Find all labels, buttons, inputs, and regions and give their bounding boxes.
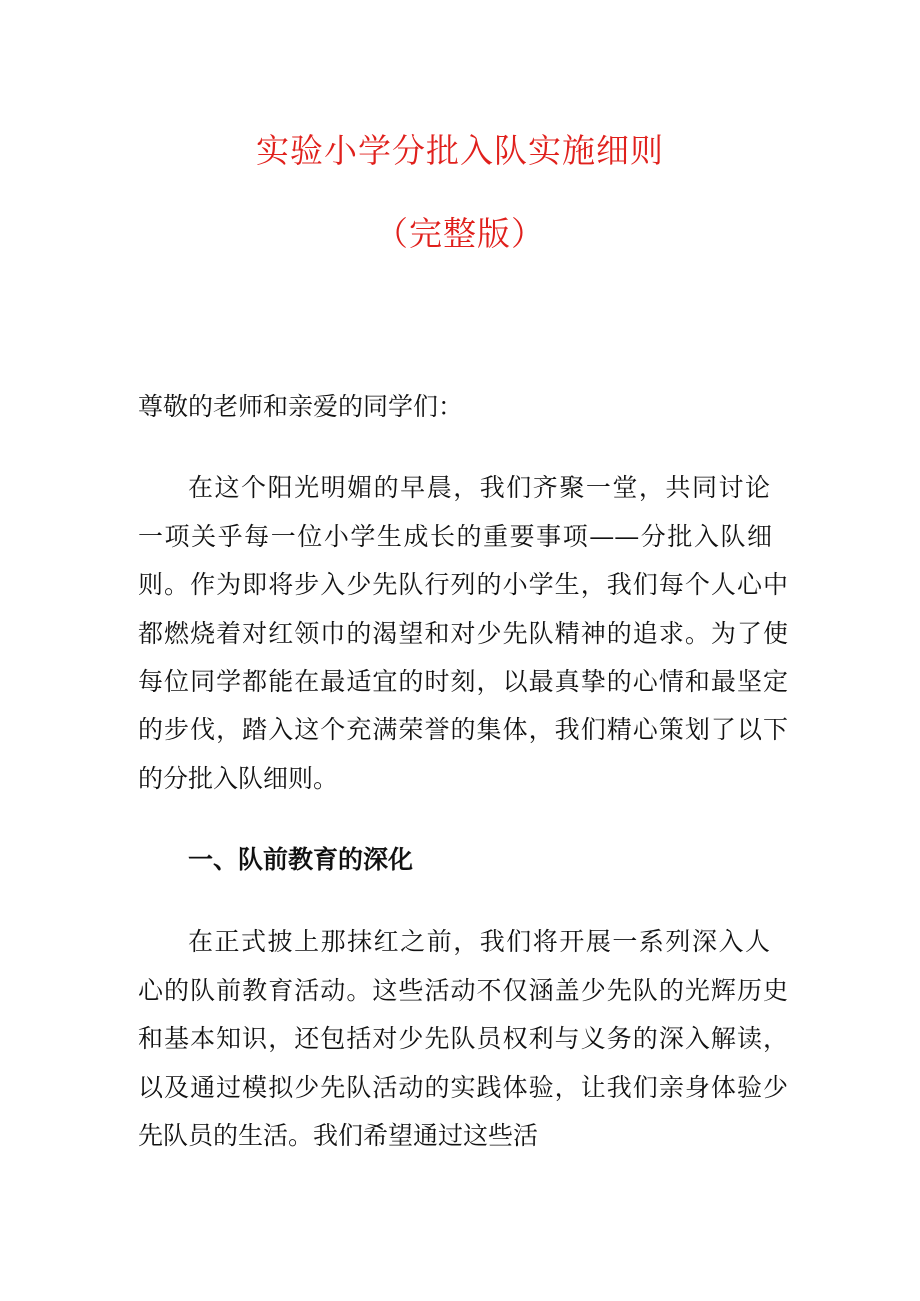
- paragraph-line: 在正式披上那抹红之前，我们将开展一系列深入人: [188, 927, 770, 956]
- paragraph-line: 则。作为即将步入少先队行列的小学生，我们每个人心中: [138, 570, 788, 599]
- section-heading: 一、队前教育的深化: [188, 845, 414, 874]
- document-subtitle: （完整版）: [375, 214, 545, 253]
- paragraph-line: 和基本知识，还包括对少先队员权利与义务的深入解读，: [138, 1024, 788, 1053]
- paragraph-line: 的分批入队细则。: [138, 764, 339, 793]
- paragraph-line: 在这个阳光明媚的早晨，我们齐聚一堂，共同讨论: [188, 473, 770, 502]
- paragraph-line: 心的队前教育活动。这些活动不仅涵盖少先队的光辉历史: [138, 976, 788, 1005]
- paragraph-line: 的步伐，踏入这个充满荣誉的集体，我们精心策划了以下: [138, 715, 788, 744]
- paragraph-line: 都燃烧着对红领巾的渴望和对少先队精神的追求。为了使: [138, 619, 788, 648]
- paragraph-line: 一项关乎每一位小学生成长的重要事项——分批入队细: [138, 522, 772, 551]
- paragraph-line: 以及通过模拟少先队活动的实践体验，让我们亲身体验少: [138, 1073, 788, 1102]
- paragraph-line: 每位同学都能在最适宜的时刻，以最真挚的心情和最坚定: [138, 667, 788, 696]
- document-title: 实验小学分批入队实施细则: [256, 131, 664, 170]
- paragraph-line: 先队员的生活。我们希望通过这些活: [138, 1121, 539, 1150]
- greeting: 尊敬的老师和亲爱的同学们：: [138, 392, 464, 421]
